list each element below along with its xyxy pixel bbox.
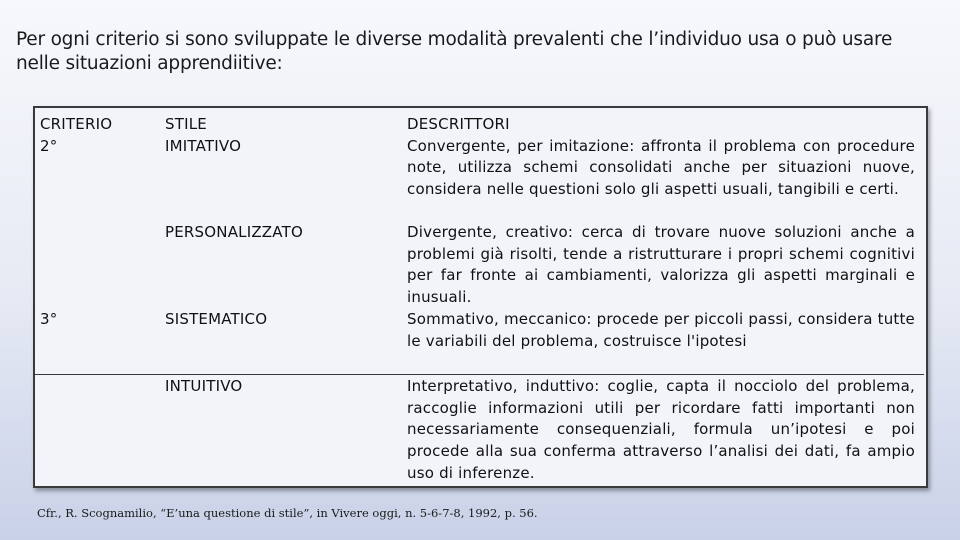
row-3-criterio: 3° [40,310,58,328]
header-descrittori-label: DESCRITTORI [407,115,510,133]
header-criterio [40,114,140,157]
citation: Cfr., R. Scognamilio, “E’una questione di stile”, in Vivere oggi, n. 5-6-7-8, 1992, p. 56. [37,506,538,520]
header-stile-label: STILE [165,115,207,133]
row-4-descrittore: Interpretativo, induttivo: coglie, capta il nocciolo del problema, raccoglie informazioni utili per ricordare fatti importanti non necessariamente consequenziali, formula un’ipotesi e poi procede alla sua conferma attraverso l’analisi dei dati, fa ampio uso di inferenze. [407,377,915,482]
criteria-table [33,106,928,488]
slide-title: Per ogni criterio si sono sviluppate le diverse modalità prevalenti che l’individuo usa o può usare nelle situazioni apprendiitive: [16,29,893,74]
row-3-descrittore: Sommativo, meccanico: procede per piccoli passi, considera tutte le variabili del problema, costruisce l'ipotesi [407,310,915,350]
header-stile [165,114,365,157]
header-criterio-label: CRITERIO [40,115,113,133]
row-1-descrittore: Convergente, per imitazione: affronta il problema con procedure note, utilizza schemi consolidati anche per situazioni nuove, considera nelle questioni solo gli aspetti usuali, tangibili e certi. [407,136,915,199]
header-descrittori [407,114,915,201]
row-1-criterio: 2° [40,136,58,155]
row-4-stile: INTUITIVO [165,377,243,395]
row-1-stile: IMITATIVO [165,136,242,155]
row-divider [35,374,924,375]
row-2-descrittore: Divergente, creativo: cerca di trovare nuove soluzioni anche a problemi già risolti, tende a ristrutturare i propri schemi cognitivi per far fronte ai cambiamenti, valorizza gli aspetti marginali e inusuali. [407,223,915,307]
row-2-stile: PERSONALIZZATO [165,223,303,241]
row-3-stile: SISTEMATICO [165,310,268,328]
